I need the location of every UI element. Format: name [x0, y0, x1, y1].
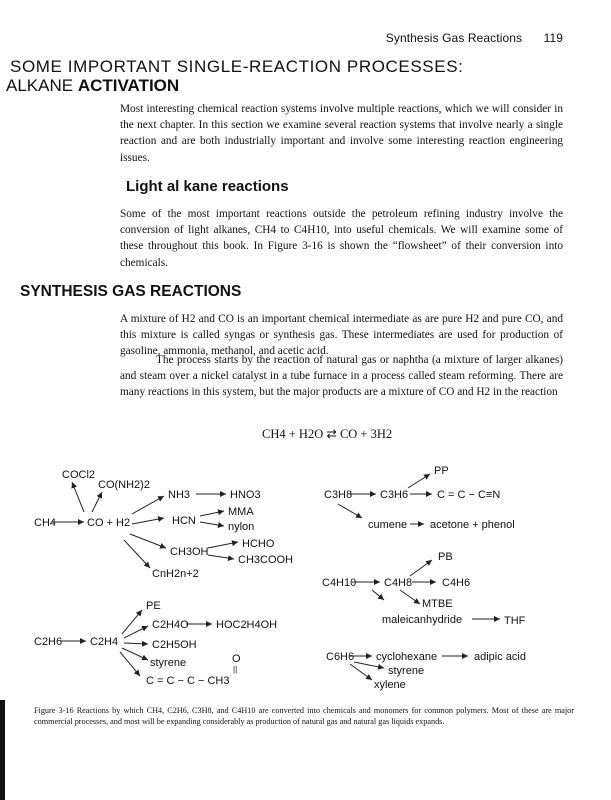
syngas-label: CO + H2 [87, 517, 131, 529]
arrow-ethylene-ethanol [124, 643, 148, 644]
arrow-hcn-nylon [200, 522, 224, 526]
page-edge-shadow [0, 700, 5, 800]
arrow-syngas-alkanes [124, 540, 150, 568]
pe-label: PE [146, 600, 161, 612]
acrylonitrile-label: C = C − C≡N [437, 489, 501, 501]
benzene-label: C6H6 [326, 651, 355, 663]
cumene-label: cumene [368, 519, 408, 531]
mma-label: MMA [228, 506, 254, 518]
ethylene-glycol-label: HOC2H4OH [216, 619, 278, 631]
syngas-paragraph: A mixture of H2 and CO is an important chemical intermediate as are pure H2 and pure CO, and this mixture is called syngas or synthesis gas. These intermediates are used for production of gasoline, ammonia, methanol, and acetic acid. [120, 313, 563, 358]
hcn-label: HCN [172, 515, 196, 527]
nylon-label: nylon [228, 521, 255, 533]
hcho-label: HCHO [242, 538, 275, 550]
xylene-label: xylene [374, 679, 406, 691]
styrene-label-ethylene: styrene [150, 657, 187, 669]
butane-label: C4H10 [322, 577, 357, 589]
ch4-label: CH4 [34, 517, 57, 529]
light-alkane-paragraph: Some of the most important reactions outside the petroleum refining industry involve the conversion of light alkanes, CH4 to C4H10, into useful chemicals. We will examine some of these throughout this book. In Figure 3-16 is shown the “flowsheet” of their conversion into chemicals. [120, 208, 563, 269]
reaction-scheme-figure [0, 460, 611, 700]
arrow-butene-mtbe [400, 590, 420, 604]
adipic-acid-label: adipic acid [474, 651, 526, 663]
arrow-methanol-acetic [208, 555, 234, 559]
alkanes-label: CnH2n+2 [152, 568, 199, 580]
hno3-label: HNO3 [230, 489, 261, 501]
light-alkane-heading: Light al kane reactions [126, 178, 289, 195]
arrow-syngas-cocl2 [72, 482, 84, 512]
arrow-syngas-hcn [132, 518, 164, 524]
propane-label: C3H8 [324, 489, 353, 501]
arrow-butene-pb [410, 560, 432, 576]
butadiene-label: C4H6 [442, 577, 471, 589]
arrow-propane-cumene [338, 504, 362, 518]
subsection-heading [6, 76, 179, 96]
ethylene-oxide-label: C2H4O [152, 619, 189, 631]
arrow-syngas-methanol [130, 534, 166, 548]
subsection-heading-part2: ACTIVATION [77, 76, 180, 95]
ketone-oxygen-label: O [232, 653, 241, 665]
ch3oh-label: CH3OH [170, 546, 209, 558]
steam-reforming-equation: CH4 + H2O ⇄ CO + 3H2 [262, 427, 393, 441]
mtbe-label: MTBE [422, 598, 453, 610]
urea-label: CO(NH2)2 [98, 479, 150, 491]
mvk-label: C = C − C − CH3 [146, 675, 230, 687]
arrow-methanol-hcho [208, 542, 238, 548]
maleic-anhydride-label: maleicanhydride [382, 614, 463, 626]
butene-label: C4H8 [384, 577, 413, 589]
arrow-ethylene-styrene [122, 648, 148, 660]
section-heading: SOME IMPORTANT SINGLE-REACTION PROCESSES: [10, 57, 464, 76]
arrow-ethylene-mvk [120, 652, 140, 676]
arrow-butane-maleic [372, 590, 384, 600]
page-number: 119 [543, 31, 563, 45]
acetone-phenol-label: acetone + phenol [430, 519, 515, 531]
arrow-propylene-pp [408, 474, 430, 488]
arrow-hcn-mma [200, 511, 224, 516]
arrow-syngas-nh3 [132, 496, 164, 514]
nh3-label: NH3 [168, 489, 191, 501]
ketone-double-bond: || [233, 665, 238, 674]
running-head-title: Synthesis Gas Reactions [385, 31, 523, 45]
styrene-label-benzene: styrene [388, 665, 425, 677]
ethane-label: C2H6 [34, 636, 63, 648]
pp-label: PP [434, 465, 449, 477]
cyclohexane-label: cyclohexane [376, 651, 438, 663]
running-head [380, 31, 563, 45]
cocl2-label: COCl2 [62, 469, 96, 481]
pb-label: PB [438, 551, 453, 563]
thf-label: THF [504, 615, 526, 627]
figure-caption: Figure 3-16 Reactions by which CH4, C2H6, C3H8, and C4H10 are converted into chemicals and monomers for common polymers. Most of these are major commercial processes, and most will be expanding considerably as production of natural gas and natural gas liquids expands. [34, 706, 574, 726]
arrow-benzene-xylene [350, 664, 372, 680]
acetic-acid-label: CH3COOH [238, 554, 294, 566]
subsection-heading-part1: ALKANE [6, 76, 78, 95]
ethanol-label: C2H5OH [152, 639, 197, 651]
intro-paragraph: Most interesting chemical reaction systems involve multiple reactions, which we will consider in the next chapter. In this section we examine several reaction systems that involve nearly a single reaction and are both industrially important and involve some interesting reaction engineering issues. [120, 103, 563, 164]
ethylene-label: C2H4 [90, 636, 119, 648]
steam-reforming-paragraph: The process starts by the reaction of natural gas or naphtha (a mixture of larger alkanes) and steam over a nickel catalyst in a tube furnace in a process called steam reforming. There are many reactions in this system, but the major products are a mixture of CO and H2 in the reaction [120, 354, 563, 399]
synthesis-gas-heading: SYNTHESIS GAS REACTIONS [20, 283, 242, 300]
arrow-syngas-urea [92, 492, 102, 512]
propylene-label: C3H6 [380, 489, 409, 501]
